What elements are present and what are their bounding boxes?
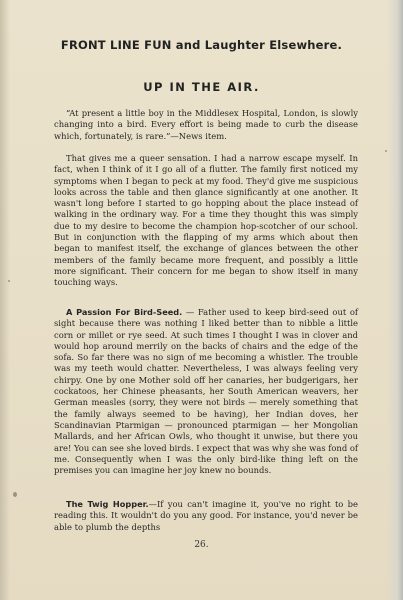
- paragraph-epigraph: [54, 108, 358, 142]
- article-title: UP IN THE AIR.: [143, 80, 260, 94]
- epigraph-text: “At present a little boy in the Middlesex Hospital, London, is slowly changing into a bird. Every effort is being made to curb the disease which, fortunately, is rare.”—News item.: [54, 108, 358, 141]
- paragraph-2-text: — Father used to keep bird-seed out of sight because there was nothing I liked better than to nibble a little corn or millet or rye seed. At such times I thought I was in clover and would hop around merrily on the backs of chairs and the edge of the sofa. So far there was no sign of me becoming a whistler. The trouble was my teeth would chatter. Nevertheless, I was always feeling very chirpy. One by one Mother sold off her canaries, her budgerigars, her cockatoos, her Chinese pheasants, her South American weavers, her German measles (sorry, they were not birds — merely something that the family always seemed to be having), her Indian doves, her Scandinavian Ptarmigan — pronounced ptarmigan — her Mongolian Mallards, and her African Owls, who thought it unwise, but there you are! You can see she loved birds. I expect that was why she was fond of me. Consequently when I was the only bird-like thing left on the premises you can imagine her joy knew no bounds.: [54, 307, 358, 476]
- running-head: FRONT LINE FUN and Laughter Elsewhere.: [60, 38, 343, 52]
- paragraph-3-body: [54, 499, 358, 533]
- paragraph-2-body: [54, 307, 358, 476]
- page-number: 26.: [194, 540, 209, 550]
- subheading-bird-seed: A Passion For Bird-Seed.: [66, 307, 183, 317]
- paragraph-1-text: That gives me a queer sensation. I had a narrow escape myself. In fact, when I think of it I go all of a flutter. The family first noticed my symptoms when I began to peck at my food. They'd give me suspicious looks across the table and then glance significantly at one another. It wasn't long before I started to go hopping about the place instead of walking in the ordinary way. For a time they thought this was simply due to my desire to become the champion hop-scotcher of our school. But in conjunction with the flapping of my arms which about then began to manifest itself, the exchange of glances between the other members of the family became more frequent, and possibly a little more significant. Their concern for me began to show itself in many touching ways.: [54, 153, 358, 288]
- subheading-twig-hopper: The Twig Hopper.: [66, 499, 149, 509]
- paper-speck: [8, 280, 10, 282]
- paragraph-3: [54, 499, 358, 533]
- paragraph-3-text: —If you can't imagine it, you've no right to be reading this. It wouldn't do you any good. For instance, you'd never be able to plumb the depths: [54, 499, 358, 532]
- paragraph-1: [54, 153, 358, 289]
- paper-speck: [385, 150, 387, 152]
- paper-speck: [13, 492, 17, 497]
- paragraph-2: [54, 307, 358, 476]
